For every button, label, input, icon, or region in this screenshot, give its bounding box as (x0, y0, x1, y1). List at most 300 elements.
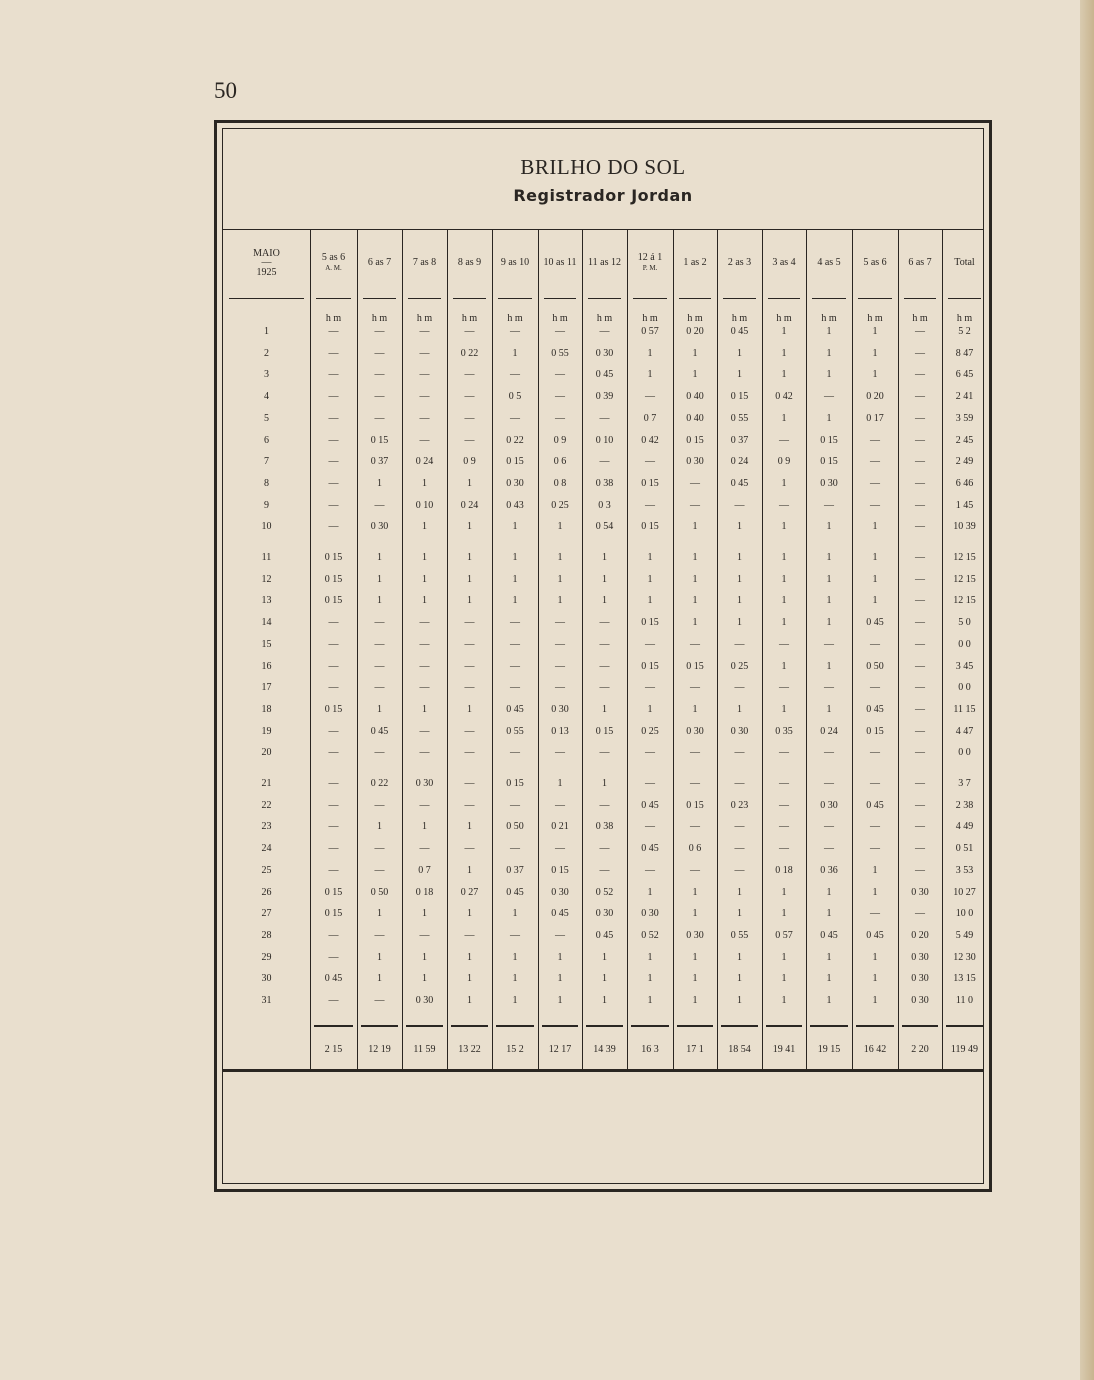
table-cell: 0 45 (820, 929, 838, 941)
total-cell: 119 49 (950, 1044, 979, 1055)
header-underline (316, 298, 351, 299)
table-cell: 1 (377, 477, 382, 489)
table-cell: — (374, 617, 385, 629)
table-cell: 1 (467, 703, 472, 715)
table-cell: — (419, 617, 430, 629)
table-cell: — (915, 843, 925, 855)
column-header (627, 252, 673, 274)
table-cell: 0 15 (641, 521, 659, 533)
column-header-label: 6 as 7 (367, 257, 392, 268)
table-cell: — (824, 778, 834, 789)
table-cell: 1 (602, 595, 607, 607)
table-cell: — (328, 369, 339, 381)
table-cell: 0 52 (595, 886, 614, 898)
total-cell: 19 15 (817, 1044, 841, 1055)
table-cell: 0 25 (551, 499, 569, 511)
table-cell: — (734, 638, 745, 650)
table-cell: 1 (422, 595, 427, 607)
row-day: 3 (264, 369, 269, 381)
table-cell: 1 (692, 703, 698, 715)
table-cell: 1 (872, 886, 878, 898)
table-cell: 1 (647, 703, 653, 715)
table-cell: 1 (602, 573, 607, 585)
table-cell: 0 40 (686, 412, 704, 424)
table-cell: — (870, 434, 880, 446)
table-cell: 0 15 (820, 434, 838, 446)
table-cell: 0 45 (866, 617, 884, 629)
table-cell: — (328, 682, 339, 694)
table-cell: 1 (647, 886, 653, 898)
table-cell: 1 (647, 347, 653, 359)
row-day: 13 (261, 595, 272, 607)
table-cell: 0 7 (643, 412, 657, 424)
table-cell: — (915, 908, 925, 920)
table-cell: 0 15 (506, 456, 524, 468)
unit-label: h m (461, 313, 478, 324)
column-header (762, 257, 806, 268)
table-cell: 0 8 (553, 477, 567, 489)
table-cell: — (510, 843, 520, 855)
table-cell: — (374, 638, 385, 650)
table-cell: 0 30 (730, 725, 749, 737)
table-cell: — (510, 799, 520, 811)
table-cell: 1 (737, 973, 742, 985)
table-cell: — (374, 747, 385, 759)
table-cell: — (419, 369, 430, 381)
table-cell: — (555, 326, 565, 337)
column-header-label: 9 as 10 (500, 257, 530, 268)
table-cell: 1 (826, 347, 832, 359)
table-cell: 0 15 (730, 391, 749, 403)
table-cell: — (599, 682, 610, 694)
table-cell: 0 55 (551, 347, 569, 359)
table-cell: 0 30 (551, 703, 569, 715)
table-cell: 0 0 (958, 747, 971, 759)
header-underline (588, 298, 621, 299)
header-underline (858, 298, 892, 299)
table-cell: 10 0 (955, 908, 974, 920)
table-cell: 1 (692, 995, 698, 1006)
row-day: 15 (261, 638, 272, 650)
table-cell: — (328, 799, 339, 811)
table-cell: 1 (512, 908, 518, 920)
table-cell: — (779, 682, 789, 694)
table-cell: — (510, 660, 520, 672)
table-cell: 1 (826, 660, 832, 672)
table-cell: 0 3 (598, 499, 611, 511)
header-underline (723, 298, 756, 299)
table-cell: — (915, 821, 925, 833)
table-cell: — (734, 747, 745, 759)
unit-label: h m (596, 313, 613, 324)
table-cell: — (915, 725, 925, 737)
table-cell: — (328, 864, 339, 876)
table-cell: — (419, 638, 430, 650)
totals-rule (361, 1025, 398, 1027)
table-cell: — (824, 391, 834, 403)
unit-label: h m (642, 313, 658, 324)
table-cell: — (464, 747, 475, 759)
table-cell: — (328, 778, 339, 789)
table-cell: — (915, 682, 925, 694)
row-day: 29 (261, 951, 272, 963)
table-cell: — (599, 638, 610, 650)
table-cell: — (510, 369, 520, 381)
table-cell: 1 (737, 369, 742, 381)
table-cell: — (328, 391, 339, 403)
table-cell: 0 50 (506, 821, 524, 833)
table-cell: 1 (692, 973, 698, 985)
table-cell: — (690, 499, 700, 511)
table-cell: — (328, 499, 339, 511)
row-day: 26 (261, 886, 272, 898)
table-cell: — (374, 347, 385, 359)
column-header (402, 257, 447, 268)
table-cell: — (328, 725, 339, 737)
table-cell: 1 (872, 595, 878, 607)
table-cell: 1 (422, 703, 427, 715)
table-cell: 0 25 (641, 725, 659, 737)
table-cell: 1 (647, 552, 653, 563)
table-cell: 1 (422, 521, 427, 533)
table-cell: 1 (557, 552, 563, 563)
table-cell: 1 45 (955, 499, 974, 511)
column-header (806, 257, 852, 268)
table-cell: — (645, 499, 655, 511)
table-cell: 1 (872, 552, 878, 563)
table-cell: — (555, 843, 565, 855)
table-cell: — (328, 521, 339, 533)
unit-label: h m (821, 313, 837, 324)
table-cell: 0 15 (820, 456, 838, 468)
table-cell: — (734, 843, 745, 855)
table-cell: 12 15 (953, 573, 976, 585)
table-cell: 0 15 (324, 908, 343, 920)
column-header-label: 5 as 6 (321, 252, 346, 263)
table-cell: — (599, 864, 610, 876)
table-cell: — (555, 682, 565, 694)
header-month-year (223, 248, 310, 278)
table-cell: 1 (692, 552, 698, 563)
table-cell: 1 (377, 573, 382, 585)
table-cell: — (915, 660, 925, 672)
table-cell: 0 36 (820, 864, 838, 876)
table-cell: 6 46 (955, 477, 974, 489)
table-cell: — (690, 682, 700, 694)
row-day: 23 (261, 821, 272, 833)
table-cell: — (419, 682, 430, 694)
table-cell: — (555, 391, 565, 403)
column-header (717, 257, 762, 268)
table-cell: — (374, 499, 385, 511)
table-cell: 0 57 (641, 326, 659, 337)
total-cell: 2 20 (911, 1044, 929, 1055)
table-cell: 0 30 (686, 725, 704, 737)
table-cell: 12 15 (953, 595, 976, 607)
table-cell: 1 (781, 595, 787, 607)
header-underline (498, 298, 532, 299)
column-header (357, 257, 402, 268)
column-header-label: 6 as 7 (908, 257, 932, 268)
table-cell: 1 (422, 951, 427, 963)
header-month: MAIO (253, 248, 280, 259)
table-cell: 0 0 (958, 638, 971, 650)
table-cell: 12 30 (953, 951, 976, 963)
table-cell: — (915, 747, 925, 759)
table-cell: — (870, 843, 880, 855)
table-cell: 10 27 (953, 886, 976, 898)
table-cell: — (555, 617, 565, 629)
table-cell: 0 22 (370, 778, 389, 789)
row-day: 10 (261, 521, 272, 533)
table-cell: 1 (467, 477, 472, 489)
table-cell: — (374, 391, 385, 403)
table-cell: 1 (422, 973, 427, 985)
table-cell: 1 (692, 617, 698, 629)
table-cell: — (779, 778, 789, 789)
table-cell: 1 (826, 412, 832, 424)
table-cell: 3 53 (955, 864, 974, 876)
row-day: 28 (261, 929, 272, 941)
table-cell: 1 (422, 552, 427, 563)
table-cell: — (510, 929, 520, 941)
table-cell: 0 42 (641, 434, 659, 446)
total-cell: 17 1 (686, 1044, 704, 1055)
table-cell: — (779, 499, 789, 511)
table-cell: 1 (512, 995, 518, 1006)
table-cell: — (464, 391, 475, 403)
table-cell: 0 20 (911, 929, 929, 941)
table-cell: — (779, 799, 789, 811)
header-underline (544, 298, 576, 299)
table-cell: 0 18 (775, 864, 793, 876)
table-cell: — (510, 747, 520, 759)
table-cell: 0 0 (958, 682, 971, 694)
table-cell: 1 (557, 573, 563, 585)
table-cell: 1 (781, 477, 787, 489)
table-cell: — (690, 821, 700, 833)
table-cell: 1 (737, 521, 742, 533)
table-cell: 0 17 (866, 412, 884, 424)
table-cell: 1 (512, 951, 518, 963)
table-cell: 0 30 (911, 995, 929, 1006)
table-cell: 1 (826, 552, 832, 563)
table-cell: 1 (557, 595, 563, 607)
unit-label: h m (507, 313, 523, 324)
table-cell: 1 (872, 951, 878, 963)
table-cell: 1 (467, 595, 472, 607)
totals-rule (856, 1025, 894, 1027)
table-cell: 13 15 (953, 973, 976, 985)
row-day: 7 (264, 456, 269, 468)
table-cell: 1 (826, 573, 832, 585)
row-day: 27 (261, 908, 272, 920)
table-cell: 3 7 (958, 778, 971, 789)
table-cell: 0 15 (370, 434, 389, 446)
column-header (447, 257, 492, 268)
table-cell: — (599, 747, 610, 759)
table-cell: — (870, 778, 880, 789)
header-underline (633, 298, 667, 299)
table-cell: 0 45 (730, 326, 749, 337)
table-cell: 0 30 (686, 929, 704, 941)
table-cell: 1 (467, 552, 472, 563)
table-cell: — (915, 499, 925, 511)
table-cell: — (645, 456, 655, 468)
table-cell: 0 45 (595, 369, 614, 381)
column-header (852, 257, 898, 268)
table-cell: — (464, 326, 475, 337)
table-cell: 0 24 (415, 456, 434, 468)
table-cell: — (645, 821, 655, 833)
table-cell: — (374, 682, 385, 694)
header-underline (453, 298, 486, 299)
table-cell: 0 9 (777, 456, 791, 468)
table-cell: — (645, 391, 655, 403)
table-cell: 5 2 (958, 326, 971, 337)
table-cell: 8 47 (955, 347, 974, 359)
table-cell: 0 30 (370, 521, 389, 533)
table-cell: 1 (602, 552, 607, 563)
table-cell: 0 37 (370, 456, 389, 468)
table-cell: 1 (781, 326, 787, 337)
table-cell: — (690, 778, 700, 789)
table-cell: — (419, 660, 430, 672)
table-cell: — (645, 638, 655, 650)
table-cell: — (824, 843, 834, 855)
table-cell: 1 (737, 951, 742, 963)
table-cell: 1 (781, 573, 787, 585)
table-title: BRILHO DO SOL (520, 155, 686, 179)
table-cell: 1 (826, 995, 832, 1006)
table-cell: — (555, 929, 565, 941)
table-frame (214, 120, 992, 1192)
table-cell: 0 30 (415, 778, 434, 789)
row-day: 22 (261, 799, 272, 811)
table-cell: 1 (377, 552, 382, 563)
table-cell: 1 (737, 703, 742, 715)
table-cell: 1 (781, 951, 787, 963)
table-cell: — (645, 864, 655, 876)
row-day: 1 (264, 326, 269, 337)
table-cell: 5 0 (958, 617, 971, 629)
column-header-sub: A. M. (325, 264, 342, 272)
column-header (942, 257, 987, 268)
column-header (898, 257, 942, 268)
table-cell: — (374, 864, 385, 876)
table-cell: — (464, 617, 475, 629)
table-cell: 1 (737, 347, 742, 359)
column-header-label: 7 as 8 (412, 257, 437, 268)
totals-rule (406, 1025, 443, 1027)
totals-rule (766, 1025, 802, 1027)
table-cell: — (915, 703, 925, 715)
unit-label: h m (867, 313, 883, 324)
header-underline (768, 298, 800, 299)
row-day: 18 (261, 703, 272, 715)
table-cell: 0 30 (911, 886, 929, 898)
table-cell: — (374, 412, 385, 424)
table-cell: 0 9 (463, 456, 476, 468)
table-cell: 0 15 (324, 552, 343, 563)
table-cell: — (915, 369, 925, 381)
table-cell: 1 (467, 995, 472, 1006)
unit-label: h m (416, 313, 433, 324)
table-cell: 0 15 (686, 660, 704, 672)
table-cell: — (734, 682, 745, 694)
total-cell: 15 2 (506, 1044, 524, 1055)
total-cell: 2 15 (324, 1044, 343, 1055)
table-cell: — (464, 778, 475, 789)
table-cell: 0 51 (955, 843, 974, 855)
table-cell: — (464, 638, 475, 650)
table-cell: — (374, 995, 385, 1006)
table-cell: 1 (557, 521, 563, 533)
table-cell: 1 (737, 886, 742, 898)
header-underline (904, 298, 936, 299)
totals-rule (542, 1025, 578, 1027)
table-cell: — (779, 434, 789, 446)
total-cell: 13 22 (458, 1044, 481, 1055)
table-cell: 1 (647, 973, 653, 985)
table-cell: — (779, 747, 789, 759)
table-cell: — (419, 434, 430, 446)
table-cell: 1 (467, 951, 472, 963)
table-cell: — (464, 660, 475, 672)
table-cell: — (645, 682, 655, 694)
table-cell: 1 (826, 703, 832, 715)
table-cell: 0 45 (730, 477, 749, 489)
table-cell: — (915, 477, 925, 489)
table-cell: 6 45 (955, 369, 974, 381)
table-cell: 0 52 (641, 929, 659, 941)
totals-rule (631, 1025, 669, 1027)
table-cell: 0 5 (508, 391, 522, 403)
table-cell: 1 (377, 951, 382, 963)
table-cell: 0 35 (775, 725, 793, 737)
table-cell: 1 (467, 864, 472, 876)
unit-label: h m (956, 313, 973, 324)
table-cell: 0 6 (553, 456, 567, 468)
table-cell: 1 (512, 573, 518, 585)
table-cell: 0 7 (418, 864, 431, 876)
table-cell: 2 38 (955, 799, 974, 811)
table-cell: 1 (647, 573, 653, 585)
totals-rule (314, 1025, 353, 1027)
table-cell: — (328, 326, 339, 337)
table-cell: 1 (737, 573, 742, 585)
table-cell: 1 (826, 951, 832, 963)
unit-label: h m (776, 313, 792, 324)
table-cell: 1 (512, 521, 518, 533)
table-cell: 1 (826, 886, 832, 898)
table-cell: 0 45 (866, 703, 884, 715)
table-cell: — (915, 412, 925, 424)
table-cell: 0 15 (324, 703, 343, 715)
table-cell: — (645, 747, 655, 759)
table-cell: — (690, 864, 700, 876)
unit-label: h m (687, 313, 703, 324)
table-cell: 1 (781, 617, 787, 629)
page-edge (1080, 0, 1094, 1380)
table-cell: 0 15 (595, 725, 614, 737)
table-cell: 1 (557, 995, 563, 1006)
table-cell: 1 (737, 595, 742, 607)
table-cell: — (419, 326, 430, 337)
table-cell: 1 (422, 477, 427, 489)
table-cell: 1 (781, 521, 787, 533)
table-cell: — (734, 499, 745, 511)
